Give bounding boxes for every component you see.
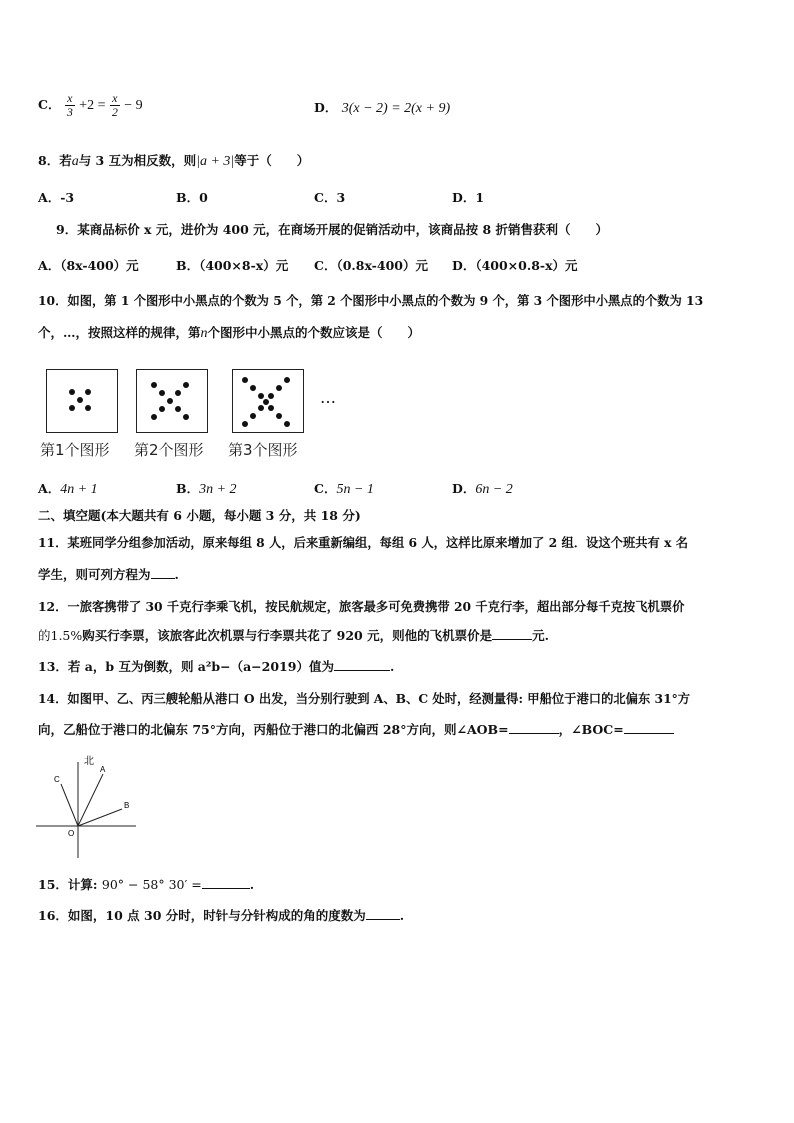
dot (250, 413, 256, 419)
dot (159, 406, 165, 412)
dot (258, 393, 264, 399)
dot (151, 382, 157, 388)
answer-blank[interactable] (202, 876, 250, 889)
dot (159, 390, 165, 396)
dot (263, 399, 269, 405)
figure-1-box (46, 369, 118, 433)
answer-blank[interactable] (334, 658, 390, 671)
q14-stem-line1: 14．如图甲、乙、丙三艘轮船从港口 O 出发，当分别行驶到 A、B、C 处时，经测量得: 甲船位于港口的北偏东 31°方 (38, 691, 691, 706)
q9-option-a: A．（8x-400）元 (38, 258, 139, 273)
dot (77, 397, 83, 403)
dot (284, 421, 290, 427)
dot (69, 405, 75, 411)
dot (175, 390, 181, 396)
q8-option-b: B．0 (176, 190, 208, 205)
answer-blank[interactable] (509, 721, 559, 734)
figure-ellipsis: … (320, 388, 336, 407)
dot (250, 385, 256, 391)
figure-2-box (136, 369, 208, 433)
q8-option-d: D．1 (452, 190, 485, 205)
point-c-label: C (54, 775, 60, 784)
q16-stem: 16．如图，10 点 30 分时，时针与分针构成的角的度数为 . (38, 908, 405, 923)
dot (242, 377, 248, 383)
compass-diagram (30, 752, 150, 864)
dot (151, 414, 157, 420)
q10-option-d: D．6n − 2 (452, 481, 513, 497)
q10-option-c: C．5n − 1 (314, 481, 374, 497)
answer-blank[interactable] (624, 721, 674, 734)
q9-option-c: C．（0.8x-400）元 (314, 258, 428, 273)
q10-stem-line1: 10．如图，第 1 个图形中小黑点的个数为 5 个，第 2 个图形中小黑点的个数为 9 个，第 3 个图形中小黑点的个数为 13 (38, 293, 704, 308)
point-b-label: B (124, 801, 130, 810)
ray-oc (61, 784, 78, 826)
dot (85, 389, 91, 395)
q10-option-a: A．4n + 1 (38, 481, 98, 497)
figure-3-label: 第3个图形 (228, 441, 298, 459)
dot (85, 405, 91, 411)
q7-option-c: C． $\frac{x}{3}$ +2 = $\frac{x}{2}$ − 9 (38, 91, 143, 119)
point-o-label: O (68, 829, 75, 838)
q15-stem: 15．计算: 90° − 58° 30′ = . (38, 877, 255, 892)
dot (268, 393, 274, 399)
figure-1-label: 第1个图形 (40, 441, 110, 459)
q13-stem: 13．若 a，b 互为倒数，则 a²b−（a−2019）值为 . (38, 659, 395, 674)
figure-3-box (232, 369, 304, 433)
point-a-label: A (100, 765, 106, 774)
dot (276, 385, 282, 391)
north-label: 北 (84, 756, 94, 767)
figure-2-label: 第2个图形 (134, 441, 204, 459)
q7-option-d: D． 3(x − 2) = 2(x + 9) (314, 100, 451, 116)
answer-blank[interactable] (366, 907, 400, 920)
answer-blank[interactable] (492, 627, 532, 640)
section-title: 二、填空题(本大题共有 6 小题，每小题 3 分，共 18 分) (38, 508, 361, 523)
q12-stem-line2: 的1.5%购买行李票，该旅客此次机票与行李票共花了 920 元，则他的飞机票价是 元. (38, 628, 549, 643)
q10-option-b: B．3n + 2 (176, 481, 237, 497)
q8-option-a: A．-3 (38, 190, 75, 205)
dot (276, 413, 282, 419)
q10-stem-line2: 个，…，按照这样的规律，第n个图形中小黑点的个数应该是（ ） (38, 325, 421, 341)
q12-stem-line1: 12．一旅客携带了 30 千克行李乘飞机，按民航规定，旅客最多可免费携带 20 千克行李，超出部分每千克按飞机票价 (38, 599, 685, 614)
q11-stem-line1: 11．某班同学分组参加活动，原来每组 8 人，后来重新编组，每组 6 人，这样比原来增加了 2 组．设这个班共有 x 名 (38, 535, 689, 550)
dot (69, 389, 75, 395)
q9-stem: 9．某商品标价 x 元，进价为 400 元，在商场开展的促销活动中，该商品按 8 折销售获利（ ） (56, 222, 609, 237)
q8-option-c: C．3 (314, 190, 346, 205)
fraction: $\frac{x}{2}$ (111, 91, 118, 119)
dot (175, 406, 181, 412)
dot (242, 421, 248, 427)
dot (183, 414, 189, 420)
answer-blank[interactable] (151, 566, 175, 579)
dot (167, 398, 173, 404)
dot (284, 377, 290, 383)
dot (183, 382, 189, 388)
q9-option-b: B．（400×8-x）元 (176, 258, 289, 273)
q8-stem: 8．若a与 3 互为相反数，则|a + 3|等于（ ） (38, 153, 310, 169)
dot (258, 405, 264, 411)
fraction: $\frac{x}{3}$ (66, 91, 73, 119)
dot (268, 405, 274, 411)
q14-stem-line2: 向，乙船位于港口的北偏东 75°方向，丙船位于港口的北偏西 28°方向，则∠AOB= ，∠BOC= (38, 720, 674, 738)
q9-option-d: D．（400×0.8-x）元 (452, 258, 578, 273)
q11-stem-line2: 学生，则可列方程为 . (38, 567, 179, 582)
